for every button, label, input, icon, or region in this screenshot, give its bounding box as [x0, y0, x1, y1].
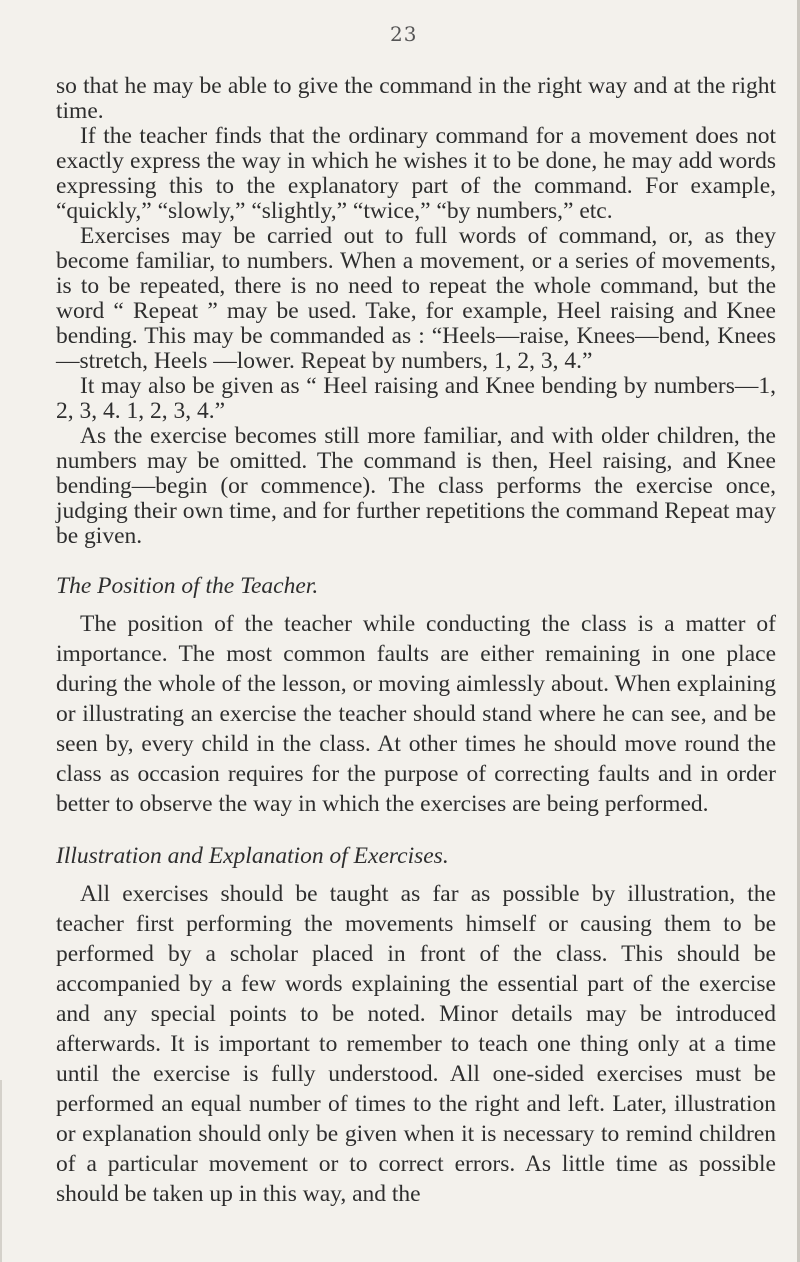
- section-body-position: The position of the teacher while conducting the class is a matter of importance. The most common faults are either remaining in one place during the whole of the lesson, or moving aimlessly about. When explaining or illustrating an exercise the teacher should stand where he can see, and be seen by, every child in the class. At other times he should move round the class as occasion requires for the purpose of correcting faults and in order better to observe the way in which the exercises are being performed.: [56, 611, 776, 817]
- paragraph-by-numbers: It may also be given as “ Heel raising and Knee bending by numbers—1, 2, 3, 4. 1, 2, 3, 4.”: [56, 373, 776, 424]
- section-illustration: [56, 841, 776, 1209]
- page-edge-left: [0, 1080, 2, 1262]
- page-body: [56, 74, 776, 1209]
- page-number: 23: [390, 22, 418, 46]
- section-body-illustration: All exercises should be taught as far as possible by illustration, the teacher first performing the movements himself or causing them to be performed by a scholar placed in front of the class. This should be accompanied by a few words explaining the essential part of the exercise and any special points to be noted. Minor details may be introduced afterwards. It is important to remember to teach one thing only at a time until the exercise is fully understood. All one-sided exercises must be performed an equal number of times to the right and left. Later, illustration or explanation should only be given when it is necessary to remind children of a particular movement or to correct errors. As little time as possible should be taken up in this way, and the: [56, 881, 776, 1207]
- paragraph-teacher-command: If the teacher finds that the ordinary command for a movement does not exactly express the way in which he wishes it to be done, he may add words expressing this to the explanatory part of the command. For example, “quickly,” “slowly,” “slightly,” “twice,” “by numbers,” etc.: [56, 123, 776, 224]
- paragraph-continued: so that he may be able to give the command in the right way and at the right time.: [56, 73, 776, 124]
- paragraph-familiar: As the exercise becomes still more familiar, and with older children, the numbers may be omitted. The command is then, Heel raising, and Knee bending—begin (or commence). The class performs the exercise once, judging their own time, and for further repetitions the command Repeat may be given.: [56, 423, 776, 549]
- section-position-of-teacher: [56, 571, 776, 819]
- section-heading-position: The Position of the Teacher.: [56, 573, 319, 599]
- paragraph-exercises-numbers: Exercises may be carried out to full words of command, or, as they become familiar, to numbers. When a movement, or a series of movements, is to be repeated, there is no need to repeat the whole command, but the word “ Repeat ” may be used. Take, for example, Heel raising and Knee bending. This may be commanded as : “Heels—raise, Knees—bend, Knees—stretch, Heels —lower. Repeat by numbers, 1, 2, 3, 4.”: [56, 223, 776, 374]
- section-heading-illustration: Illustration and Explanation of Exercises.: [56, 843, 449, 869]
